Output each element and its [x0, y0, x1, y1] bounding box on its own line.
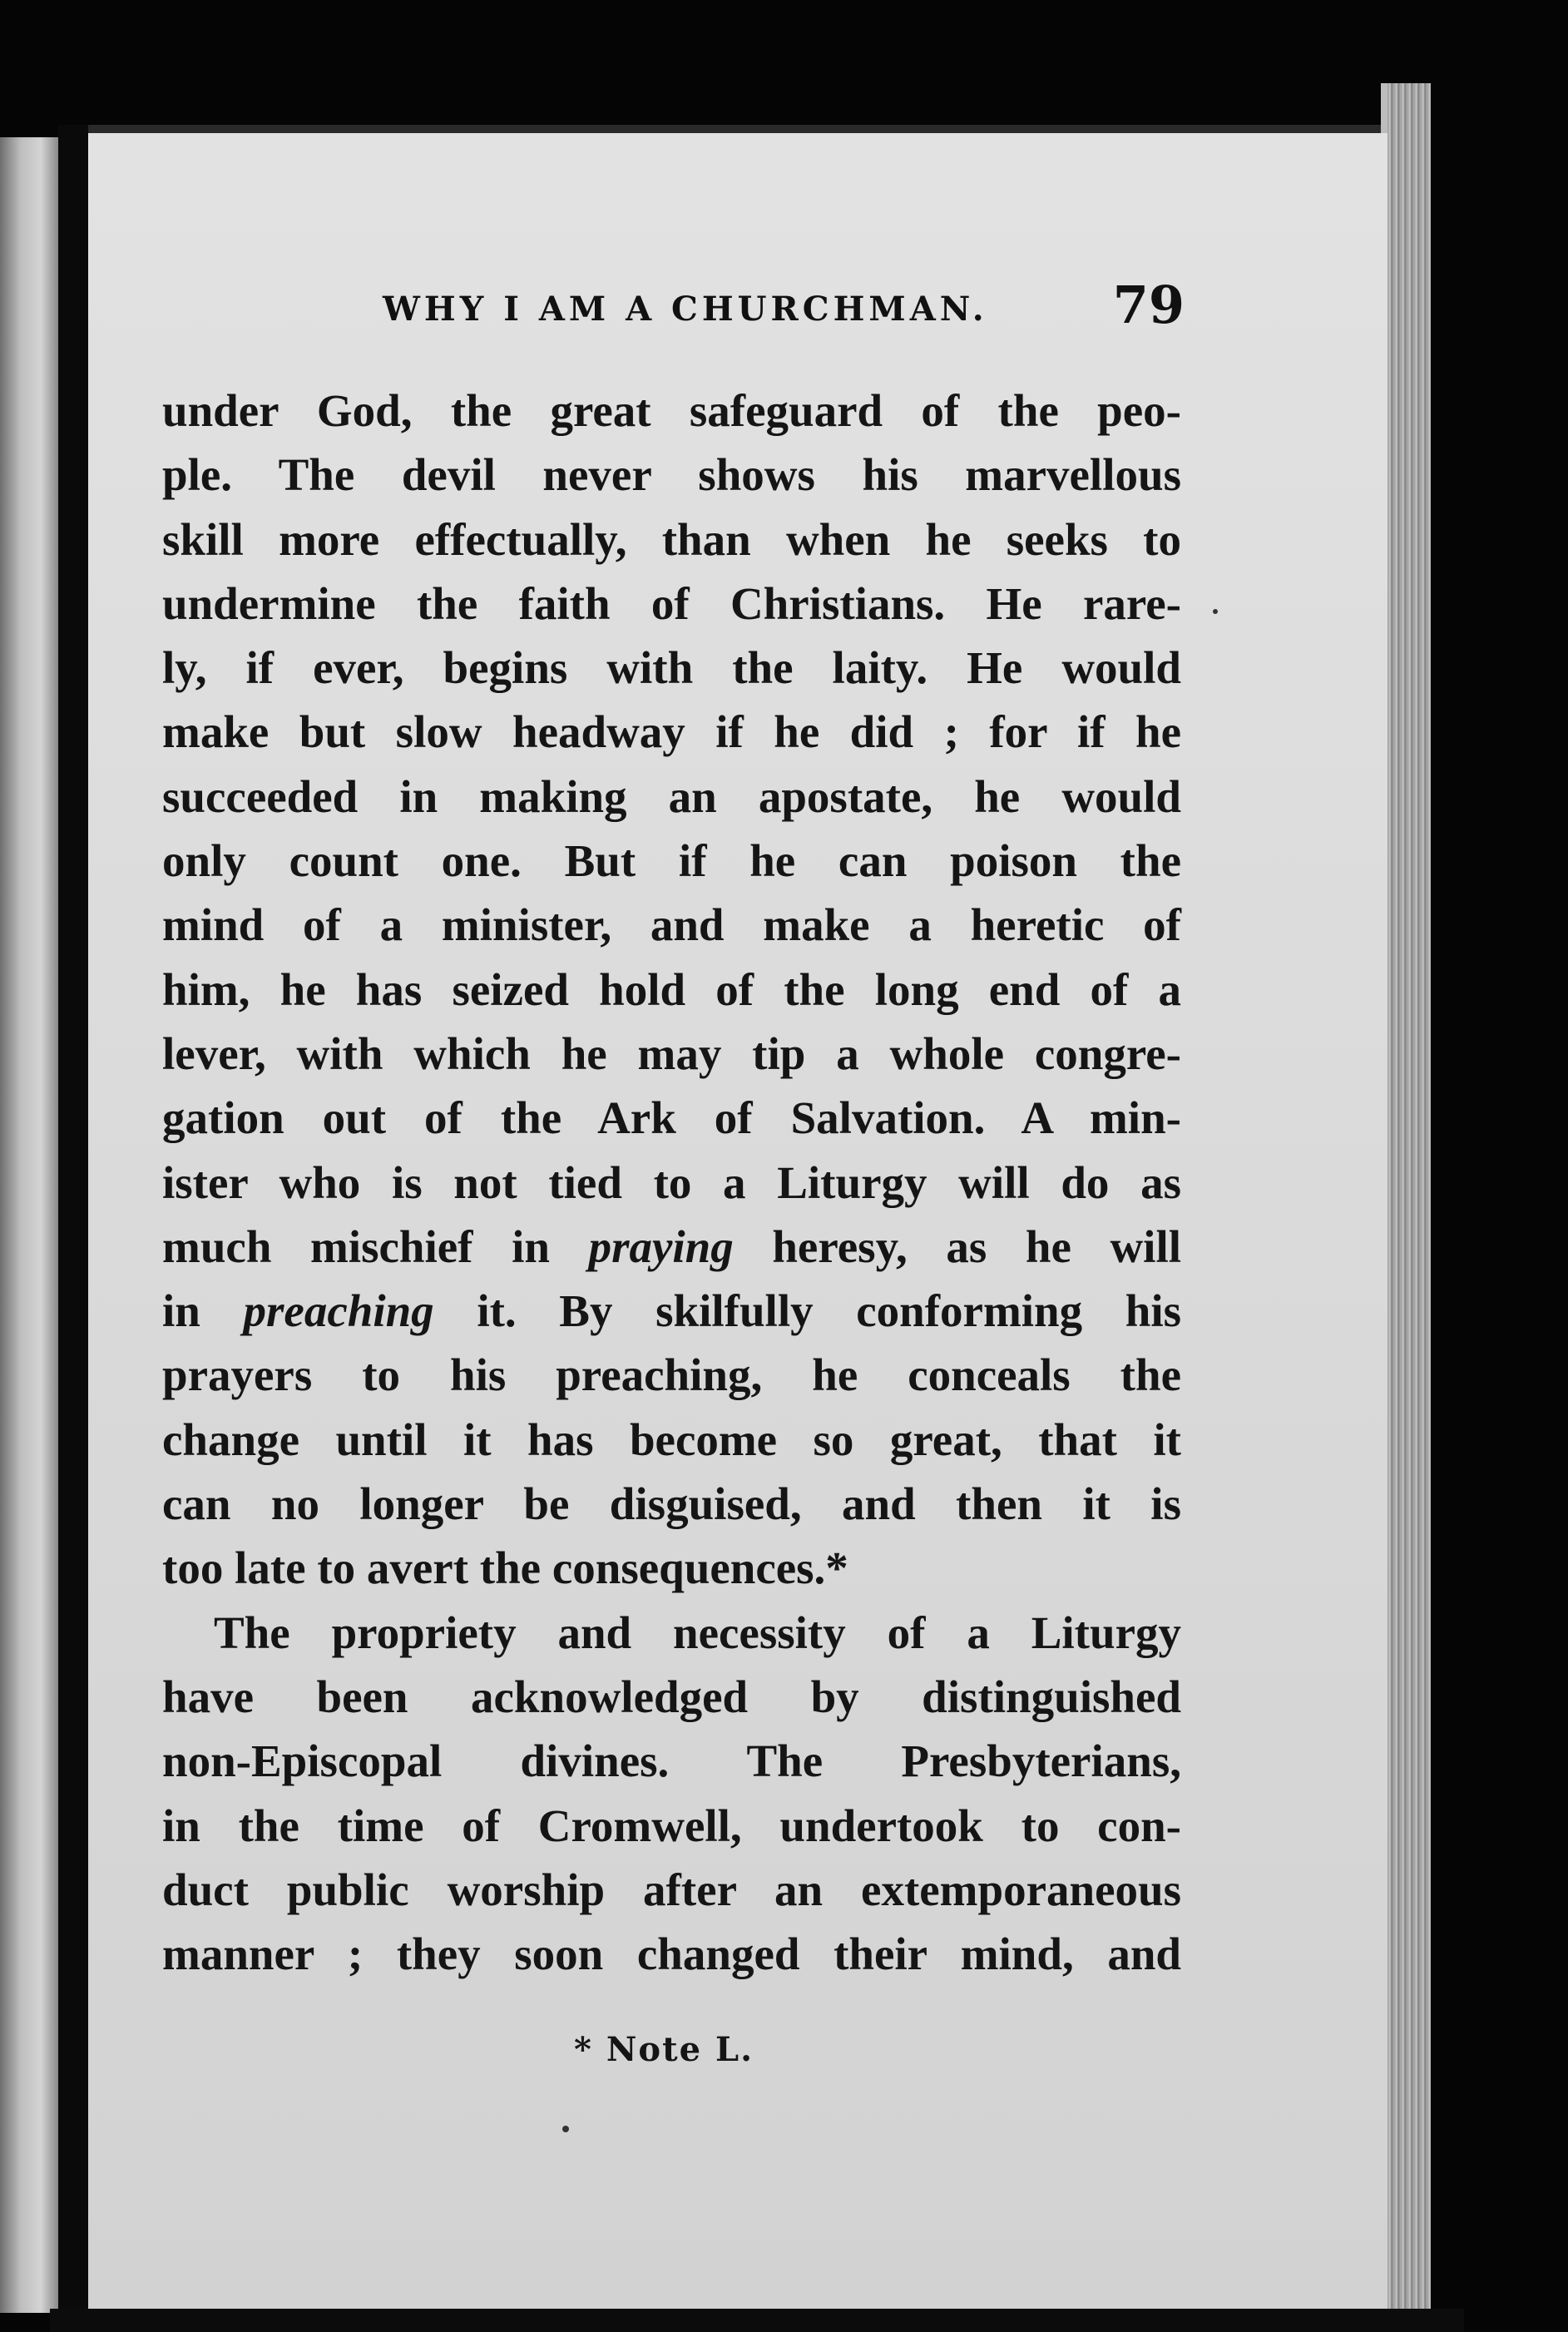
page-stack-edges: [1387, 83, 1431, 2313]
text-segment: much mischief in: [162, 1220, 550, 1272]
book-gutter: [58, 125, 88, 2321]
text-line-preaching: [162, 1279, 1181, 1343]
text-line: ister who is not tied to a Liturgy will do as: [162, 1156, 1181, 1208]
scan-speck: [562, 2126, 569, 2132]
text-line: ple. The devil never shows his marvellous: [162, 449, 1181, 501]
body-text: [162, 379, 1181, 1986]
italic-word-preaching: preaching: [243, 1285, 434, 1337]
italic-word-praying: praying: [588, 1220, 734, 1272]
text-line-praying: [162, 1215, 1181, 1279]
text-line: him, he has seized hold of the long end of a: [162, 963, 1181, 1015]
page-number: 79: [1112, 275, 1185, 335]
text-line: skill more effectually, than when he seeks to: [162, 513, 1181, 565]
text-line: make but slow headway if he did ; for if he: [162, 706, 1181, 758]
text-line: non-Episcopal divines. The Presbyterians,: [162, 1735, 1181, 1787]
scan-bottom-edge: [50, 2309, 1464, 2332]
text-line: in the time of Cromwell, undertook to con-: [162, 1800, 1181, 1851]
text-line: change until it has become so great, that it: [162, 1414, 1181, 1465]
text-line: mind of a minister, and make a heretic of: [162, 899, 1181, 951]
text-line: have been acknowledged by distinguished: [162, 1671, 1181, 1722]
text-line: only count one. But if he can poison the: [162, 835, 1181, 887]
footnote: * Note L.: [574, 2030, 754, 2069]
text-line: undermine the faith of Christians. He rare-: [162, 577, 1181, 629]
text-line: gation out of the Ark of Salvation. A min-: [162, 1092, 1181, 1144]
text-line: lever, with which he may tip a whole congre-: [162, 1027, 1181, 1079]
text-segment: in: [162, 1285, 200, 1337]
text-line: under God, the great safeguard of the peo-: [162, 385, 1181, 436]
text-line: manner ; they soon changed their mind, and: [162, 1928, 1181, 1980]
text-segment: it. By skilfully conforming his: [477, 1285, 1182, 1337]
page-header: [383, 275, 1214, 341]
scan-speck: [1213, 609, 1218, 614]
text-line: can no longer be disguised, and then it is: [162, 1478, 1181, 1530]
text-segment: heresy, as he will: [772, 1220, 1182, 1272]
text-line: too late to avert the consequences.*: [162, 1542, 848, 1594]
text-line: succeeded in making an apostate, he would: [162, 770, 1181, 822]
text-line: duct public worship after an extemporaneous: [162, 1864, 1181, 1915]
running-head: WHY I AM A CHURCHMAN.: [383, 290, 988, 329]
text-line: ly, if ever, begins with the laity. He would: [162, 642, 1181, 694]
text-line-paragraph-start: The propriety and necessity of a Liturgy: [214, 1607, 1181, 1658]
text-line: prayers to his preaching, he conceals the: [162, 1349, 1181, 1401]
facing-page-edge: [0, 137, 58, 2313]
